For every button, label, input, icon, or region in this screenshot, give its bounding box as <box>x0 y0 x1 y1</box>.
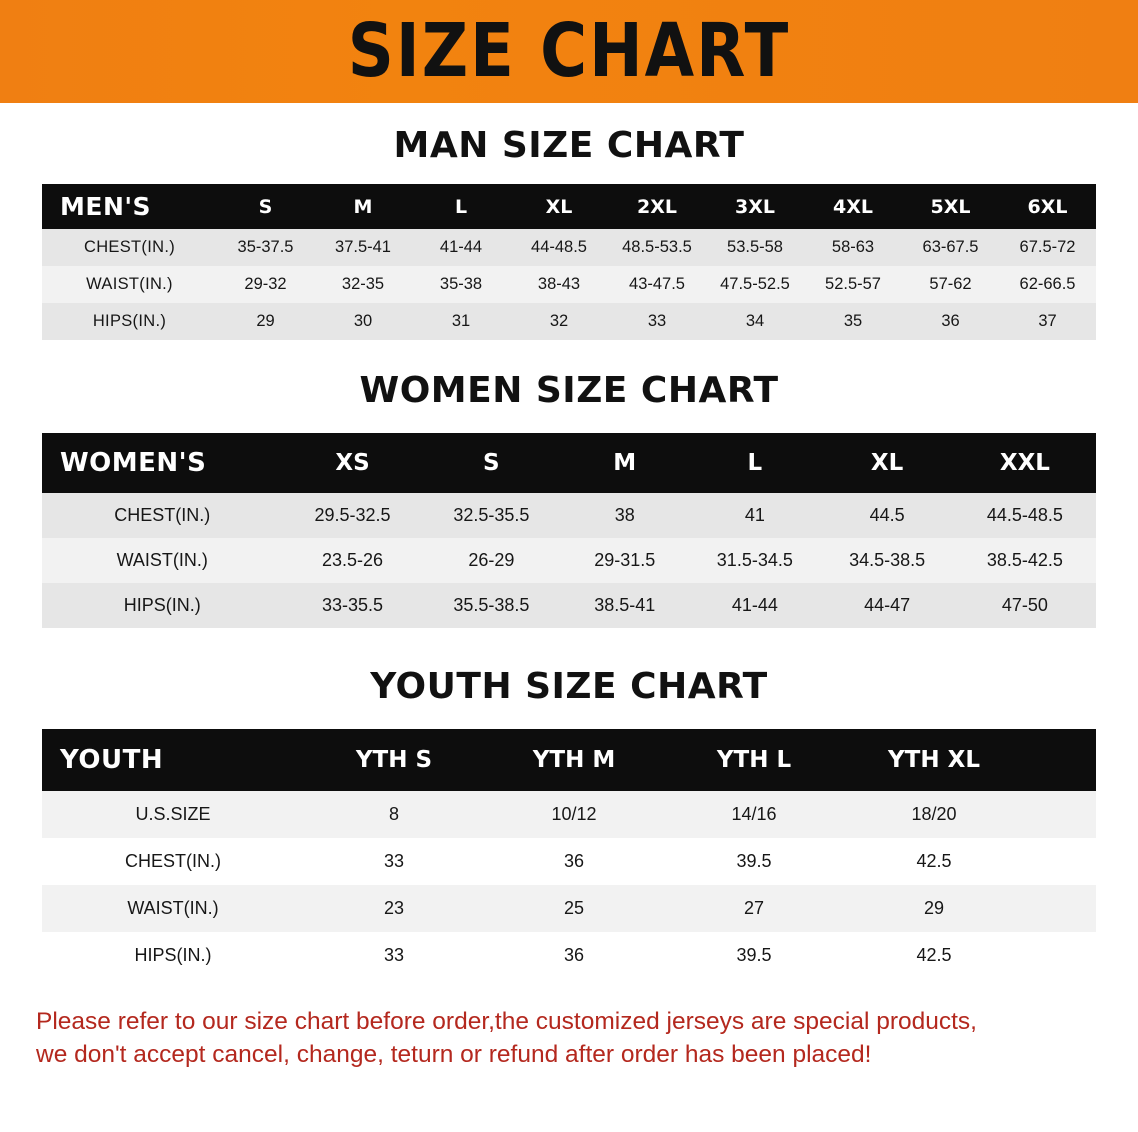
cell: 29.5-32.5 <box>283 493 423 538</box>
cell: 37 <box>999 303 1096 340</box>
banner <box>0 0 1138 103</box>
cell: 10/12 <box>484 791 664 838</box>
table-header-row <box>42 433 1096 493</box>
cell: 44-48.5 <box>510 229 608 266</box>
cell: 44.5-48.5 <box>954 493 1096 538</box>
cell: 34.5-38.5 <box>820 538 953 583</box>
cell: 25 <box>484 885 664 932</box>
cell: 38.5-42.5 <box>954 538 1096 583</box>
table-row <box>42 791 1096 838</box>
cell: 37.5-41 <box>314 229 412 266</box>
women-size-table <box>42 433 1096 628</box>
cell: 34 <box>706 303 804 340</box>
cell: 38.5-41 <box>560 583 689 628</box>
cell: 36 <box>902 303 999 340</box>
col-header-2xl: 2XL <box>608 184 706 229</box>
table-row <box>42 838 1096 885</box>
col-header-yth-m: YTH M <box>484 729 664 791</box>
cell: 33 <box>304 932 484 979</box>
cell: 31.5-34.5 <box>689 538 820 583</box>
cell-spacer <box>1024 885 1096 932</box>
row-label: U.S.SIZE <box>42 791 304 838</box>
cell: 33 <box>304 838 484 885</box>
col-header-l: L <box>412 184 510 229</box>
cell: 35 <box>804 303 902 340</box>
cell: 44-47 <box>820 583 953 628</box>
cell: 39.5 <box>664 838 844 885</box>
col-header-s: S <box>422 433 560 493</box>
table-row <box>42 493 1096 538</box>
cell-spacer <box>1024 838 1096 885</box>
row-label: CHEST(IN.) <box>42 838 304 885</box>
cell: 31 <box>412 303 510 340</box>
youth-section-title: YOUTH SIZE CHART <box>370 666 768 707</box>
cell-spacer <box>1024 932 1096 979</box>
man-size-table <box>42 184 1096 340</box>
row-label: WAIST(IN.) <box>42 885 304 932</box>
table-row <box>42 229 1096 266</box>
disclaimer-note <box>36 1005 1102 1071</box>
row-label: HIPS(IN.) <box>42 303 217 340</box>
cell: 42.5 <box>844 838 1024 885</box>
disclaimer-line-1: Please refer to our size chart before order,the customized jerseys are special products, <box>36 1008 977 1035</box>
row-label: CHEST(IN.) <box>42 229 217 266</box>
cell: 43-47.5 <box>608 266 706 303</box>
cell: 29 <box>217 303 314 340</box>
cell: 36 <box>484 838 664 885</box>
cell: 33 <box>608 303 706 340</box>
col-header-4xl: 4XL <box>804 184 902 229</box>
youth-table-wrapper <box>42 729 1096 979</box>
table-row <box>42 266 1096 303</box>
col-header-m: M <box>314 184 412 229</box>
cell: 23 <box>304 885 484 932</box>
cell: 29-32 <box>217 266 314 303</box>
cell: 35.5-38.5 <box>422 583 560 628</box>
cell: 14/16 <box>664 791 844 838</box>
cell: 38 <box>560 493 689 538</box>
table-header-row <box>42 184 1096 229</box>
col-header-3xl: 3XL <box>706 184 804 229</box>
cell: 30 <box>314 303 412 340</box>
man-table-wrapper <box>42 184 1096 340</box>
row-label: WAIST(IN.) <box>42 266 217 303</box>
col-header-men: MEN'S <box>42 184 217 229</box>
col-header-xs: XS <box>283 433 423 493</box>
cell: 41 <box>689 493 820 538</box>
row-label: HIPS(IN.) <box>42 932 304 979</box>
table-row <box>42 932 1096 979</box>
cell: 32 <box>510 303 608 340</box>
cell: 44.5 <box>820 493 953 538</box>
col-header-xxl: XXL <box>954 433 1096 493</box>
cell: 36 <box>484 932 664 979</box>
cell: 32.5-35.5 <box>422 493 560 538</box>
col-header-xl: XL <box>510 184 608 229</box>
row-label: CHEST(IN.) <box>42 493 283 538</box>
col-header-yth-l: YTH L <box>664 729 844 791</box>
cell: 47.5-52.5 <box>706 266 804 303</box>
cell: 53.5-58 <box>706 229 804 266</box>
col-header-yth-s: YTH S <box>304 729 484 791</box>
youth-size-table <box>42 729 1096 979</box>
row-label: HIPS(IN.) <box>42 583 283 628</box>
cell: 29-31.5 <box>560 538 689 583</box>
table-row <box>42 303 1096 340</box>
col-header-youth: YOUTH <box>42 729 304 791</box>
cell: 62-66.5 <box>999 266 1096 303</box>
cell: 52.5-57 <box>804 266 902 303</box>
col-header-6xl: 6XL <box>999 184 1096 229</box>
women-table-wrapper <box>42 433 1096 628</box>
cell-spacer <box>1024 791 1096 838</box>
cell: 58-63 <box>804 229 902 266</box>
col-header-spacer <box>1024 729 1096 791</box>
col-header-5xl: 5XL <box>902 184 999 229</box>
cell: 23.5-26 <box>283 538 423 583</box>
women-section-title: WOMEN SIZE CHART <box>359 370 779 411</box>
cell: 29 <box>844 885 1024 932</box>
table-row <box>42 885 1096 932</box>
col-header-l: L <box>689 433 820 493</box>
cell: 39.5 <box>664 932 844 979</box>
cell: 48.5-53.5 <box>608 229 706 266</box>
col-header-s: S <box>217 184 314 229</box>
cell: 35-38 <box>412 266 510 303</box>
col-header-m: M <box>560 433 689 493</box>
cell: 32-35 <box>314 266 412 303</box>
cell: 41-44 <box>689 583 820 628</box>
col-header-yth-xl: YTH XL <box>844 729 1024 791</box>
cell: 42.5 <box>844 932 1024 979</box>
cell: 26-29 <box>422 538 560 583</box>
cell: 27 <box>664 885 844 932</box>
cell: 35-37.5 <box>217 229 314 266</box>
col-header-womens: WOMEN'S <box>42 433 283 493</box>
cell: 63-67.5 <box>902 229 999 266</box>
cell: 18/20 <box>844 791 1024 838</box>
row-label: WAIST(IN.) <box>42 538 283 583</box>
man-section-title: MAN SIZE CHART <box>393 125 745 166</box>
col-header-xl: XL <box>820 433 953 493</box>
cell: 8 <box>304 791 484 838</box>
table-row <box>42 583 1096 628</box>
cell: 57-62 <box>902 266 999 303</box>
cell: 67.5-72 <box>999 229 1096 266</box>
cell: 38-43 <box>510 266 608 303</box>
cell: 41-44 <box>412 229 510 266</box>
cell: 33-35.5 <box>283 583 423 628</box>
table-row <box>42 538 1096 583</box>
disclaimer-line-2: we don't accept cancel, change, teturn or refund after order has been placed! <box>36 1041 872 1069</box>
table-header-row <box>42 729 1096 791</box>
cell: 47-50 <box>954 583 1096 628</box>
banner-title: SIZE CHART <box>347 8 791 95</box>
